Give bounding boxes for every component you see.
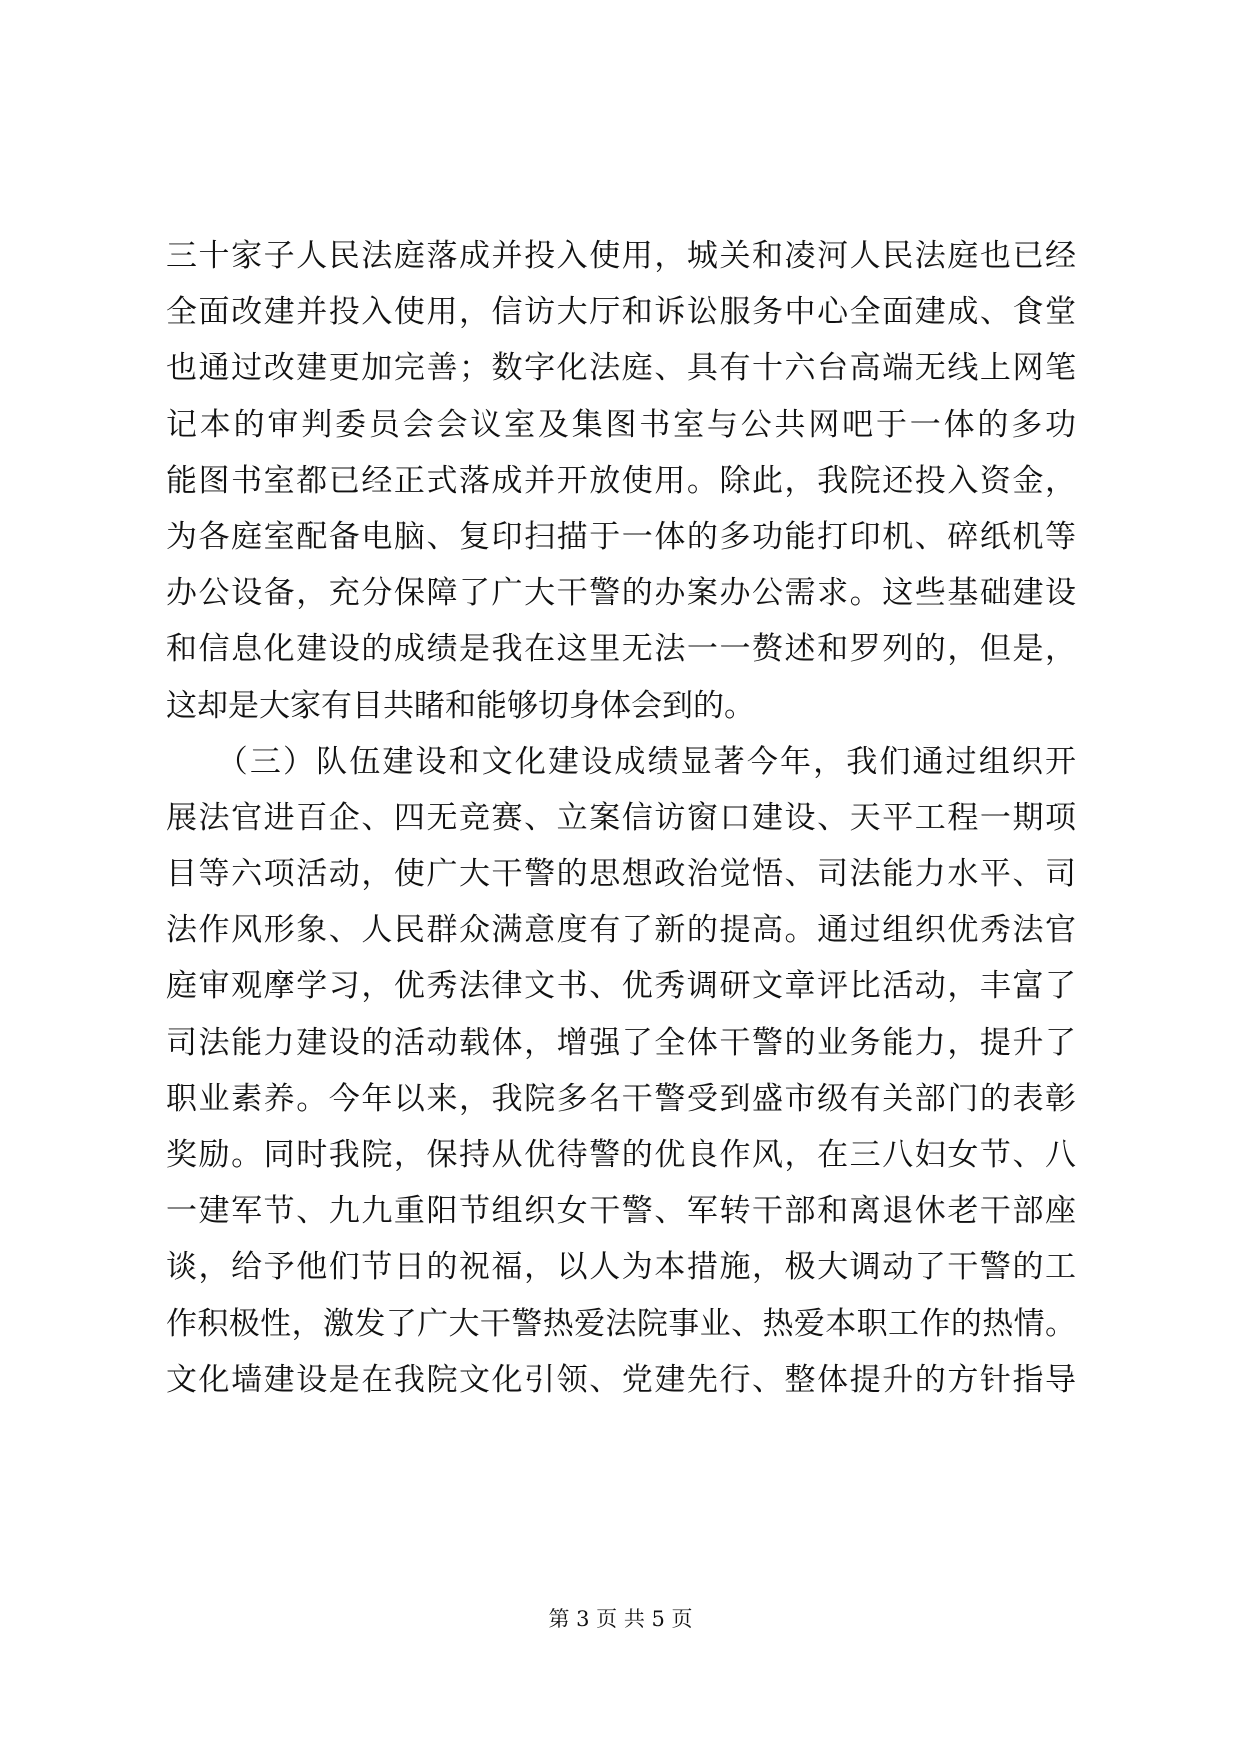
- text-line: 全面改建并投入使用，信访大厅和诉讼服务中心全面建成、食堂: [166, 294, 1076, 331]
- text-line: 作积极性，激发了广大干警热爱法院事业、热爱本职工作的热情。: [166, 1305, 1076, 1342]
- text-line: 能图书室都已经正式落成并开放使用。除此，我院还投入资金，: [166, 462, 1076, 499]
- text-line: 为各庭室配备电脑、复印扫描于一体的多功能打印机、碎纸机等: [166, 518, 1076, 555]
- text-line: 司法能力建设的活动载体，增强了全体干警的业务能力，提升了: [166, 1024, 1076, 1061]
- text-line: 记本的审判委员会会议室及集图书室与公共网吧于一体的多功: [166, 406, 1076, 443]
- text-line: 法作风形象、人民群众满意度有了新的提高。通过组织优秀法官: [166, 912, 1076, 949]
- text-line: 一建军节、九九重阳节组织女干警、军转干部和离退休老干部座: [166, 1193, 1076, 1230]
- page-number-footer: 第 3 页 共 5 页: [548, 1607, 693, 1631]
- text-line: 三十家子人民法庭落成并投入使用，城关和凌河人民法庭也已经: [166, 238, 1076, 274]
- section-heading-line: （三）队伍建设和文化建设成绩显著今年，我们通过组织开: [166, 743, 1076, 780]
- text-line: 庭审观摩学习，优秀法律文书、优秀调研文章评比活动，丰富了: [166, 968, 1076, 1005]
- text-line: 和信息化建设的成绩是我在这里无法一一赘述和罗列的，但是，: [166, 631, 1076, 668]
- text-line: 奖励。同时我院，保持从优待警的优良作风，在三八妇女节、八: [166, 1137, 1076, 1173]
- body-text: [166, 228, 1076, 1408]
- text-line: 文化墙建设是在我院文化引领、党建先行、整体提升的方针指导: [166, 1361, 1076, 1398]
- text-line: 办公设备，充分保障了广大干警的办案办公需求。这些基础建设: [166, 575, 1076, 612]
- text-line: 谈，给予他们节日的祝福，以人为本措施，极大调动了干警的工: [166, 1249, 1076, 1286]
- text-line: 展法官进百企、四无竞赛、立案信访窗口建设、天平工程一期项: [166, 799, 1076, 836]
- text-line: 职业素养。今年以来，我院多名干警受到盛市级有关部门的表彰: [166, 1080, 1076, 1117]
- text-line: 目等六项活动，使广大干警的思想政治觉悟、司法能力水平、司: [166, 856, 1076, 893]
- text-line: 也通过改建更加完善；数字化法庭、具有十六台高端无线上网笔: [166, 350, 1076, 387]
- paragraph-end-line: 这却是大家有目共睹和能够切身体会到的。: [166, 687, 755, 724]
